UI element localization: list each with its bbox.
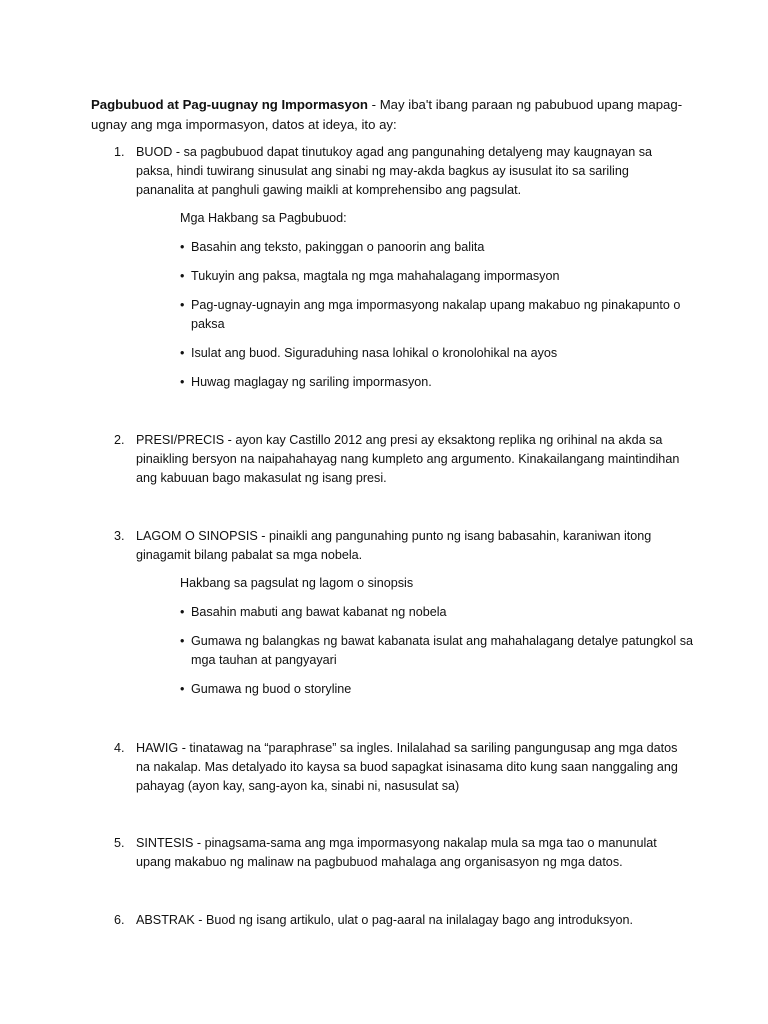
title-separator: - — [367, 97, 380, 112]
bullet-icon: • — [180, 240, 185, 254]
intro-paragraph — [91, 95, 691, 135]
bullet-icon: • — [180, 605, 185, 619]
bullet-icon: • — [180, 298, 185, 312]
bullet-item — [180, 238, 701, 257]
list-item-buod — [114, 143, 684, 200]
bullet-text: Pag-ugnay-ugnayin ang mga impormasyong nakalap upang makabuo ng pinakapunto o paksa — [191, 298, 681, 331]
section-title: Pagbubuod at Pag-uugnay ng Impormasyon — [91, 97, 368, 112]
subheading-lagom-steps: Hakbang sa pagsulat ng lagom o sinopsis — [180, 576, 414, 590]
list-number: 1. — [114, 145, 125, 159]
list-item-presi — [114, 431, 684, 488]
bullet-text: Basahin mabuti ang bawat kabanat ng nobela — [191, 605, 447, 619]
bullet-icon: • — [180, 375, 185, 389]
list-number: 6. — [114, 913, 125, 927]
list-number: 4. — [114, 741, 125, 755]
list-item-text: BUOD - sa pagbubuod dapat tinutukoy agad ang pangunahing detalyeng may kaugnayan sa paksa, hindi tuwirang sinusulat ang sinabi ng may-akda bagkus ay isusulat ito sa sariling pananalita at panghuli gawing maikli at komprehensibo ang pagsulat. — [136, 145, 653, 197]
list-item-text: HAWIG - tinatawag na “paraphrase” sa ingles. Inilalahad sa sariling pangungusap ang mga datos na nakalap. Mas detalyado ito kaysa sa buod sapagkat isinasama dito kung saan nanggaling ang pahayag (ayon kay, sang-ayon ka, sinabi ni, nasusulat sa) — [136, 741, 678, 793]
list-item-text: ABSTRAK - Buod ng isang artikulo, ulat o pag-aaral na inilalagay bago ang introduksyon. — [136, 913, 634, 927]
bullet-item — [180, 296, 701, 334]
list-number: 5. — [114, 836, 125, 850]
list-item-text: LAGOM O SINOPSIS - pinaikli ang pangunahing punto ng isang babasahin, karaniwan itong ginagamit bilang pabalat sa mga nobela. — [136, 529, 652, 562]
list-item-text: SINTESIS - pinagsama-sama ang mga impormasyong nakalap mula sa mga tao o manunulat upang makabuo ng malinaw na pagbubuod mahalaga ang organisasyon ng mga datos. — [136, 836, 657, 869]
bullet-item — [180, 344, 701, 363]
list-item-text: PRESI/PRECIS - ayon kay Castillo 2012 ang presi ay eksaktong replika ng orihinal na akda sa pinaikling bersyon na naipahahayag nang kumpleto ang argumento. Kinakailangang maintindihan ang kabuuan bago makasulat ng isang presi. — [136, 433, 680, 485]
bullet-text: Tukuyin ang paksa, magtala ng mga mahahalagang impormasyon — [191, 269, 560, 283]
bullet-item — [180, 373, 701, 392]
subheading-buod-steps: Mga Hakbang sa Pagbubuod: — [180, 211, 347, 225]
list-number: 3. — [114, 529, 125, 543]
list-item-lagom — [114, 527, 684, 565]
bullet-text: Huwag maglagay ng sariling impormasyon. — [191, 375, 432, 389]
list-item-sintesis — [114, 834, 684, 872]
bullet-icon: • — [180, 269, 185, 283]
bullet-icon: • — [180, 346, 185, 360]
bullet-text: Isulat ang buod. Siguraduhing nasa lohikal o kronolohikal na ayos — [191, 346, 558, 360]
intro-text: May iba't ibang paraan ng pabubuod upang mapag-ugnay ang mga impormasyon, datos at ideya, ito ay: — [91, 97, 683, 132]
bullet-text: Basahin ang teksto, pakinggan o panoorin ang balita — [191, 240, 485, 254]
list-item-hawig — [114, 739, 684, 796]
bullet-item — [180, 680, 701, 699]
bullet-icon: • — [180, 682, 185, 696]
list-number: 2. — [114, 433, 125, 447]
bullet-text: Gumawa ng buod o storyline — [191, 682, 352, 696]
bullet-item — [180, 632, 701, 670]
bullet-item — [180, 603, 701, 622]
bullet-text: Gumawa ng balangkas ng bawat kabanata isulat ang mahahalagang detalye patungkol sa mga tauhan at pangyayari — [191, 634, 694, 667]
list-item-abstrak — [114, 911, 684, 930]
bullet-icon: • — [180, 634, 185, 648]
bullet-item — [180, 267, 701, 286]
